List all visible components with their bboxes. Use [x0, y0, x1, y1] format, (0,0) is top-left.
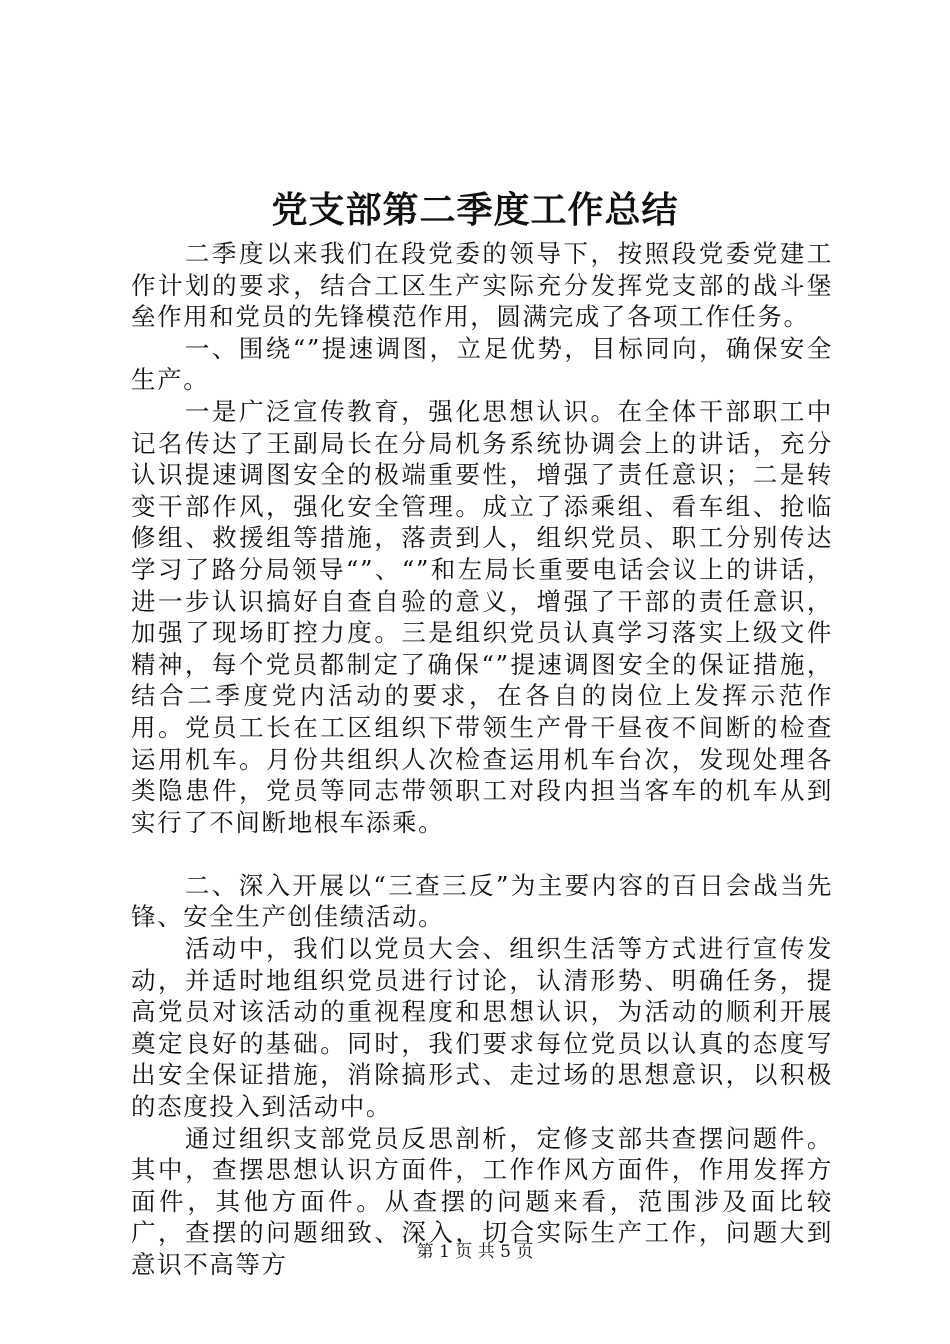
paragraph-section-2-activity: 活动中，我们以党员大会、组织生活等方式进行宣传发动，并适时地组织党员进行讨论，认清形势、明确任务，提高党员对该活动的重视程度和思想认识，为活动的顺利开展奠定良好的基础。同时，我们要求每位党员以认真的态度写出安全保证措施，消除搞形式、走过场的思想意识，以积极的态度投入到活动中。	[131, 934, 833, 1122]
paragraph-section-1-heading: 一、围绕“”提速调图，立足优势，目标同向，确保安全生产。	[131, 333, 833, 395]
paragraph-section-2-review: 通过组织支部党员反思剖析，定修支部共查摆问题件。其中，查摆思想认识方面件，工作作风方面件，作用发挥方面件，其他方面件。从查摆的问题来看，范围涉及面比较广，查摆的问题细致、深入，切合实际生产工作，问题大到意识不高等方	[131, 1123, 833, 1279]
paragraph-intro: 二季度以来我们在段党委的领导下，按照段党委党建工作计划的要求，结合工区生产实际充分发挥党支部的战斗堡垒作用和党员的先锋模范作用，圆满完成了各项工作任务。	[131, 239, 833, 332]
paragraph-section-2-heading: 二、深入开展以“三查三反”为主要内容的百日会战当先锋、安全生产创佳绩活动。	[131, 870, 833, 932]
document-title: 党支部第二季度工作总结	[271, 189, 679, 231]
page-number-footer: 第 1 页 共 5 页	[416, 1242, 534, 1262]
paragraph-section-1-body: 一是广泛宣传教育，强化思想认识。在全体干部职工中记名传达了王副局长在分局机务系统协调会上的讲话，充分认识提速调图安全的极端重要性，增强了责任意识；二是转变干部作风，强化安全管理。成立了添乘组、看车组、抢临修组、救援组等措施，落责到人，组织党员、职工分别传达学习了路分局领导“”、“”和左局长重要电话会议上的讲话，进一步认识搞好自查自验的意义，增强了干部的责任意识，加强了现场盯控力度。三是组织党员认真学习落实上级文件精神，每个党员都制定了确保“”提速调图安全的保证措施，结合二季度党内活动的要求，在各自的岗位上发挥示范作用。党员工长在工区组织下带领生产骨干昼夜不间断的检查运用机车。月份共组织人次检查运用机车台次，发现处理各类隐患件，党员等同志带领职工对段内担当客车的机车从到实行了不间断地根车添乘。	[131, 396, 833, 837]
document-body	[131, 238, 833, 1281]
